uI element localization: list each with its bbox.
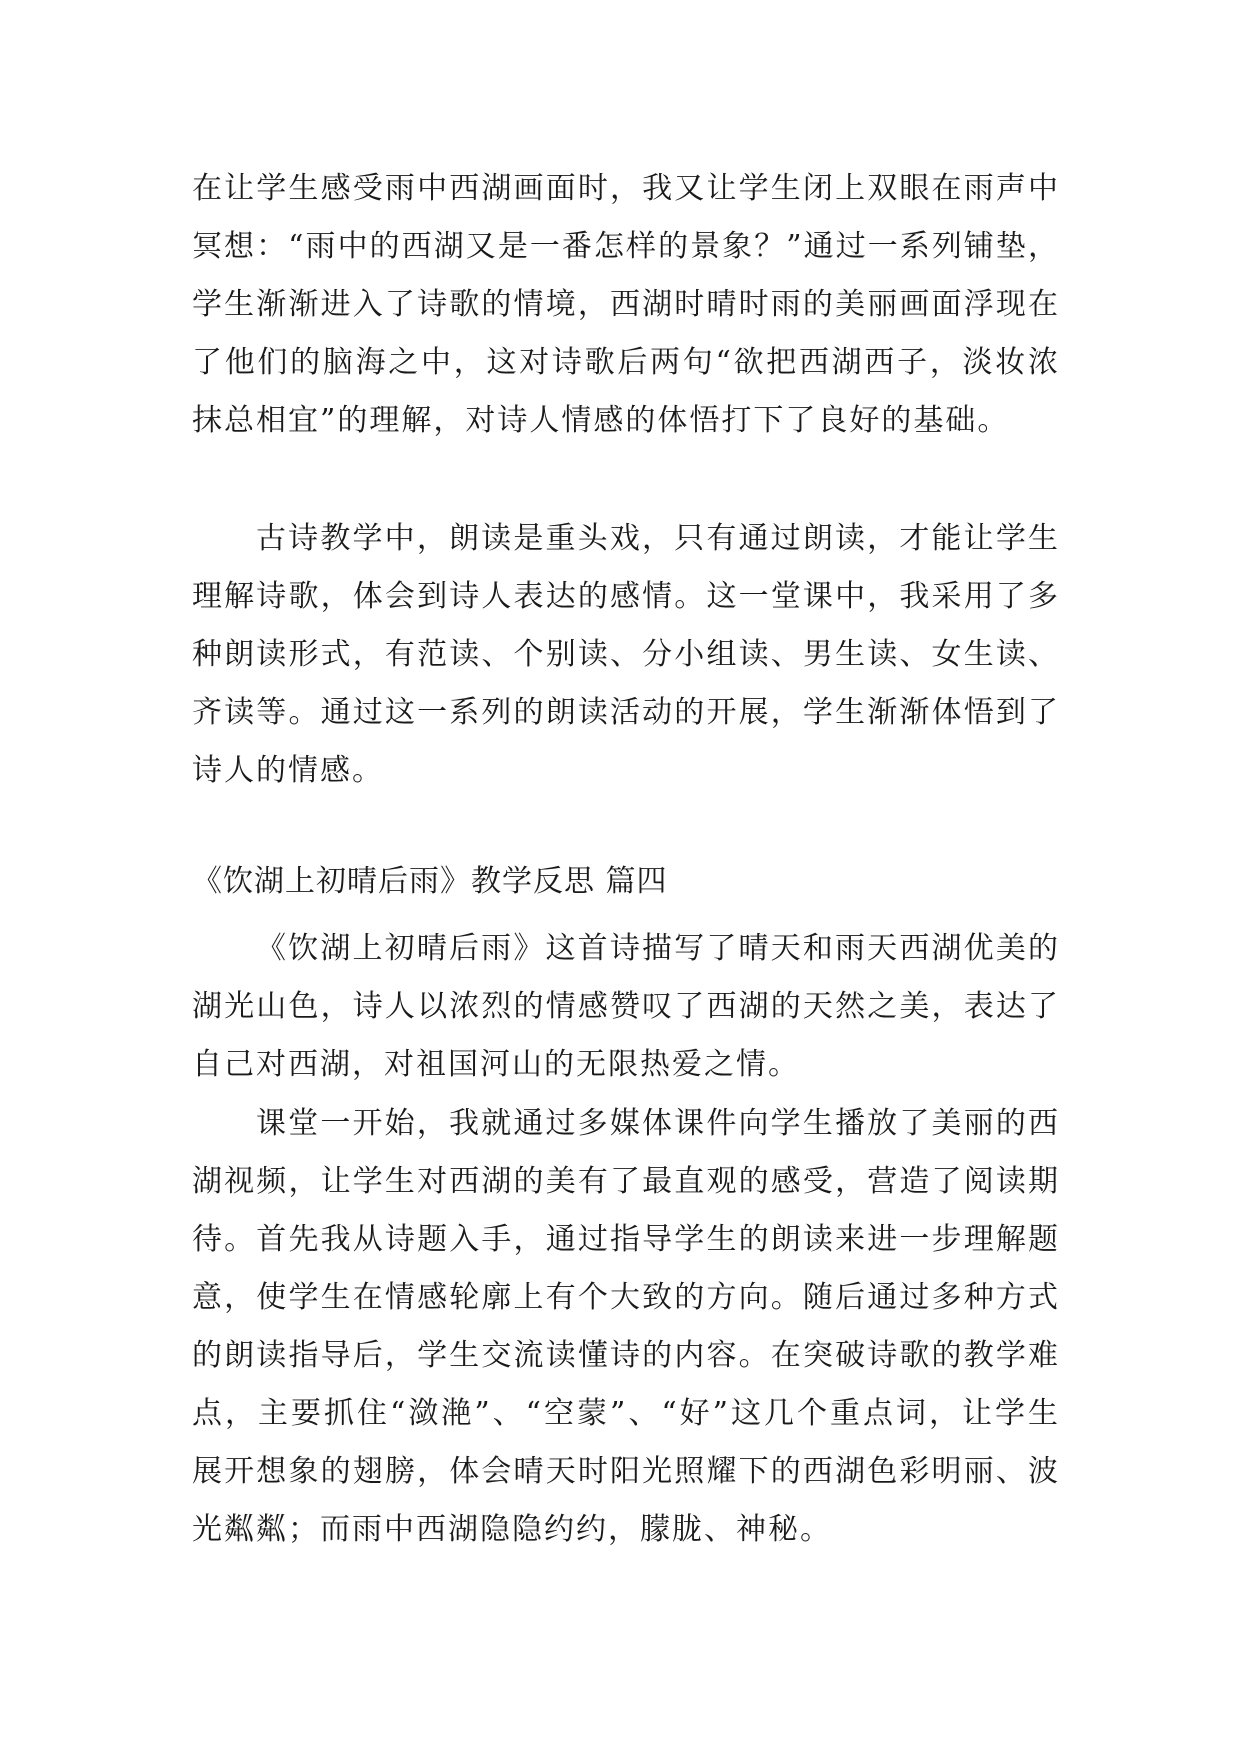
paragraph-block [192, 1095, 1060, 1559]
section-heading: 《饮湖上初晴后雨》教学反思 篇四 [192, 864, 668, 899]
paragraph: 古诗教学中，朗读是重头戏，只有通过朗读，才能让学生理解诗歌，体会到诗人表达的感情。这一堂课中，我采用了多种朗读形式，有范读、个别读、分小组读、男生读、女生读、齐读等。通过这一系列的朗读活动的开展，学生渐渐体悟到了诗人的情感。 [192, 521, 1060, 788]
paragraph-block [192, 920, 1060, 1094]
paragraph-block [192, 160, 1060, 450]
paragraph: 在让学生感受雨中西湖画面时，我又让学生闭上双眼在雨声中冥想：“雨中的西湖又是一番怎样的景象？”通过一系列铺垫，学生渐渐进入了诗歌的情境，西湖时晴时雨的美丽画面浮现在了他们的脑海之中，这对诗歌后两句“欲把西湖西子，淡妆浓抹总相宜”的理解，对诗人情感的体悟打下了良好的基础。 [192, 171, 1060, 438]
paragraph: 课堂一开始，我就通过多媒体课件向学生播放了美丽的西湖视频，让学生对西湖的美有了最直观的感受，营造了阅读期待。首先我从诗题入手，通过指导学生的朗读来进一步理解题意，使学生在情感轮廓上有个大致的方向。随后通过多种方式的朗读指导后，学生交流读懂诗的内容。在突破诗歌的教学难点，主要抓住“潋滟”、“空蒙”、“好”这几个重点词，让学生展开想象的翅膀，体会晴天时阳光照耀下的西湖色彩明丽、波光粼粼；而雨中西湖隐隐约约，朦胧、神秘。 [192, 1106, 1060, 1547]
paragraph-block [192, 510, 1060, 800]
paragraph: 《饮湖上初晴后雨》这首诗描写了晴天和雨天西湖优美的湖光山色，诗人以浓烈的情感赞叹了西湖的天然之美，表达了自己对西湖，对祖国河山的无限热爱之情。 [192, 931, 1060, 1082]
